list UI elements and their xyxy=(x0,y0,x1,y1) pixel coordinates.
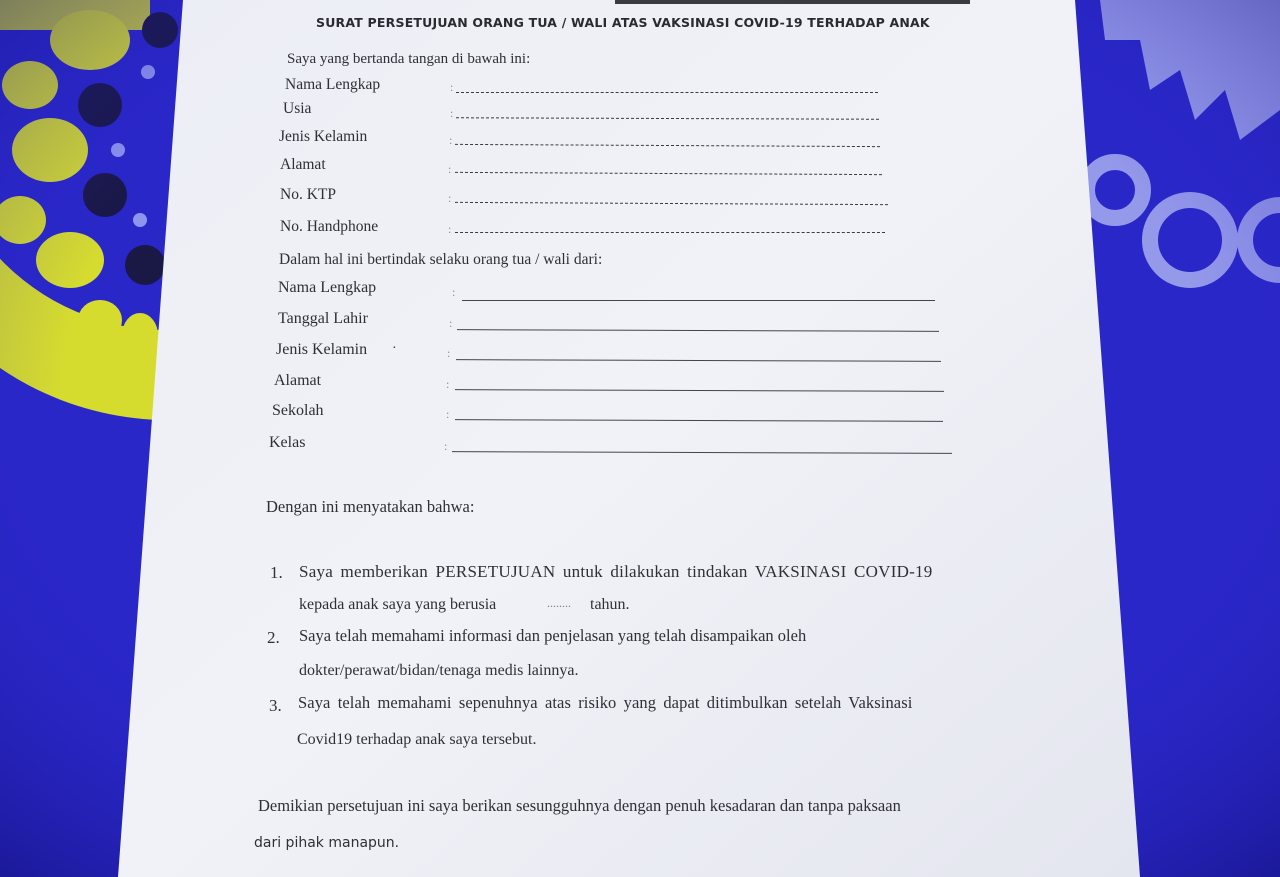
child-class-colon: : xyxy=(444,439,448,453)
parent-name-colon: : xyxy=(450,80,454,94)
statement-2-line2: dokter/perawat/bidan/tenaga medis lainnya. xyxy=(299,662,579,679)
parent-age-colon: : xyxy=(450,106,454,120)
child-dob-label: Tanggal Lahir xyxy=(278,310,368,327)
child-school-label: Sekolah xyxy=(272,402,324,419)
document-title: SURAT PERSETUJUAN ORANG TUA / WALI ATAS VAKSINASI COVID-19 TERHADAP ANAK xyxy=(316,15,930,30)
parent-address-label: Alamat xyxy=(280,156,326,173)
statement-3-line1: Saya telah memahami sepenuhnya atas risiko yang dapat ditimbulkan setelah Vaksinasi xyxy=(298,693,913,712)
parent-gender-colon: : xyxy=(449,133,453,147)
parent-name-label: Nama Lengkap xyxy=(285,76,381,93)
parent-phone-field[interactable] xyxy=(455,232,885,233)
statement-3-line2: Covid19 terhadap anak saya tersebut. xyxy=(297,731,537,748)
child-name-label: Nama Lengkap xyxy=(278,279,377,296)
parent-ktp-colon: : xyxy=(448,191,452,205)
child-school-colon: : xyxy=(446,407,450,421)
statement-1-line1: Saya memberikan PERSETUJUAN untuk dilakukan tindakan VAKSINASI COVID-19 xyxy=(299,562,933,581)
stray-dot-mark: · xyxy=(392,341,397,356)
statement-1-number: 1. xyxy=(270,563,283,582)
child-address-label: Alamat xyxy=(274,372,322,389)
child-address-colon: : xyxy=(446,377,450,391)
parent-phone-label: No. Handphone xyxy=(280,218,379,235)
child-class-label: Kelas xyxy=(269,434,306,451)
acting-as-text: Dalam hal ini bertindak selaku orang tua / wali dari: xyxy=(279,251,603,268)
statement-2-number: 2. xyxy=(267,628,280,647)
intro-text: Saya yang bertanda tangan di bawah ini: xyxy=(287,51,531,67)
child-gender-colon: : xyxy=(447,346,451,360)
child-gender-label: Jenis Kelamin xyxy=(276,341,368,358)
closing-line-1: Demikian persetujuan ini saya berikan sesungguhnya dengan penuh kesadaran dan tanpa paksaan xyxy=(258,796,901,815)
child-name-colon: : xyxy=(452,285,456,299)
parent-name-field[interactable] xyxy=(456,92,878,93)
statement-3-number: 3. xyxy=(269,696,282,715)
statement-1-line2b: tahun. xyxy=(590,596,630,613)
child-name-field[interactable] xyxy=(462,300,935,301)
statement-1-age-blank[interactable]: ........ xyxy=(547,596,571,610)
statement-1-line2a: kepada anak saya yang berusia xyxy=(299,596,497,613)
parent-phone-colon: : xyxy=(448,222,452,236)
parent-gender-label: Jenis Kelamin xyxy=(279,128,368,145)
parent-age-label: Usia xyxy=(283,100,312,117)
child-dob-colon: : xyxy=(449,316,453,330)
declaration-intro: Dengan ini menyatakan bahwa: xyxy=(266,497,475,516)
statement-2-line1: Saya telah memahami informasi dan penjelasan yang telah disampaikan oleh xyxy=(299,626,807,645)
closing-line-2: dari pihak manapun. xyxy=(254,835,400,851)
parent-ktp-label: No. KTP xyxy=(280,186,336,203)
parent-address-colon: : xyxy=(448,162,452,176)
